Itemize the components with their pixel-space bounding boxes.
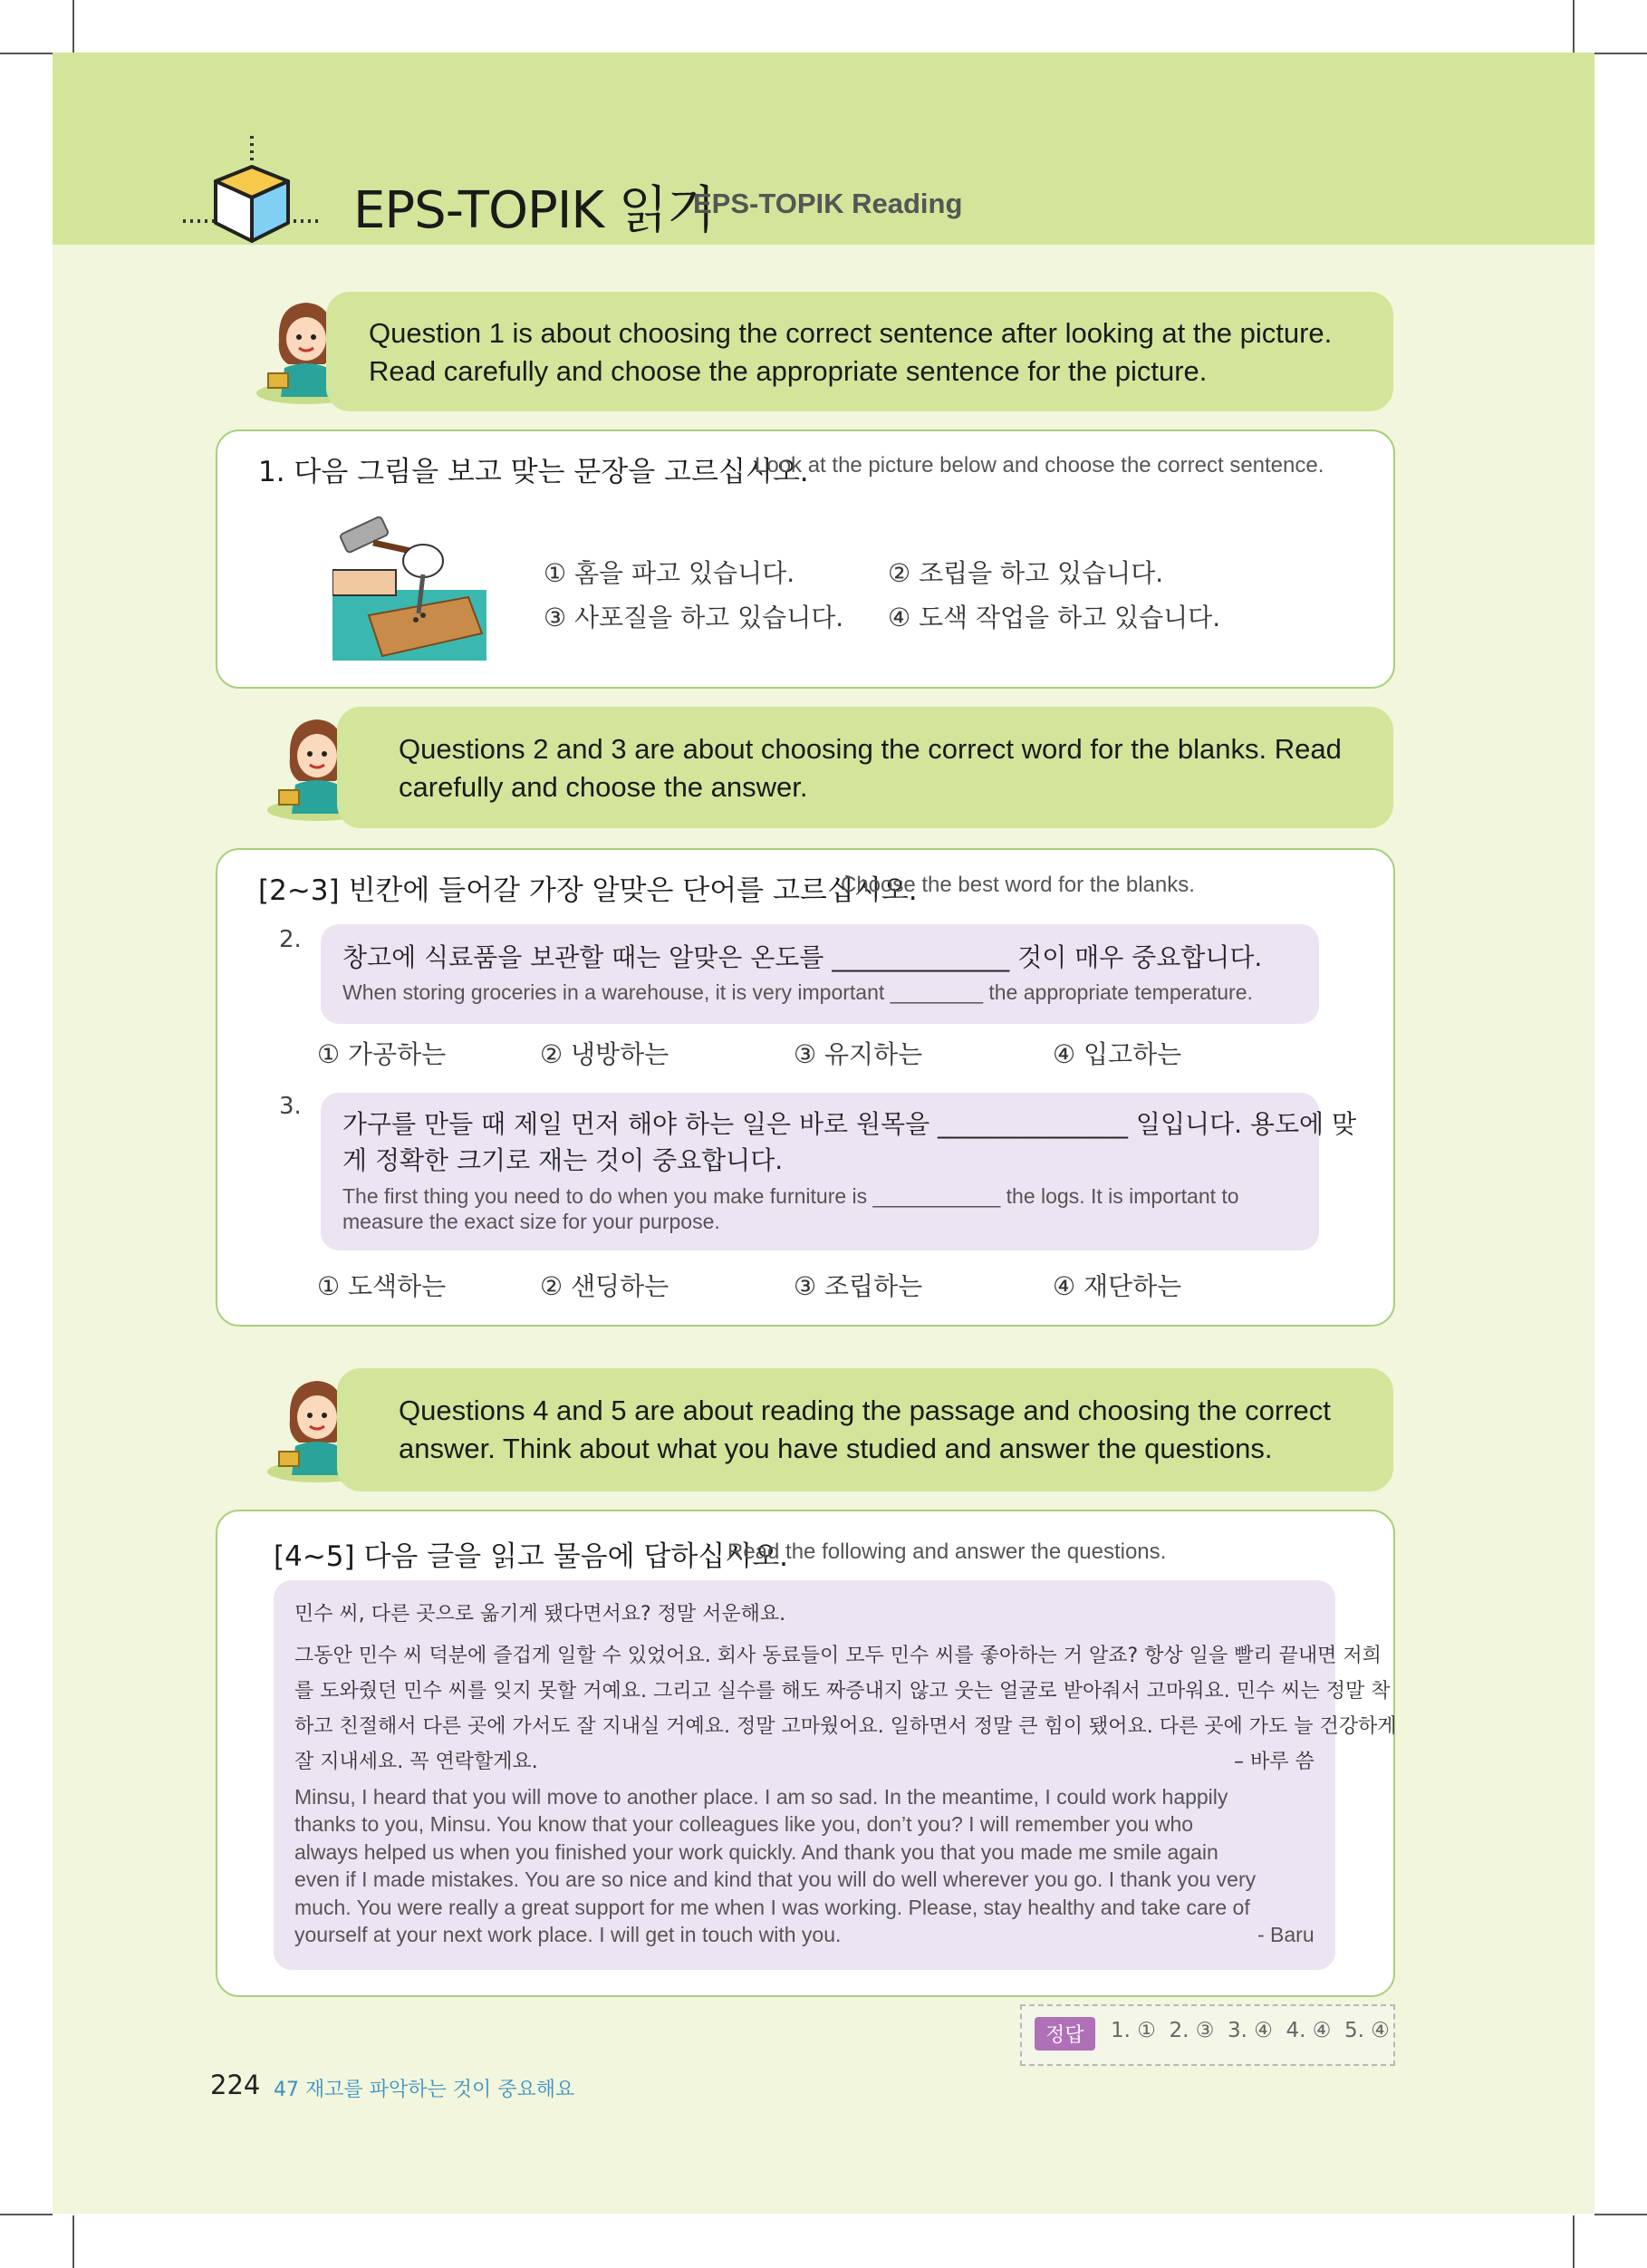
chapter-title: 47 재고를 파악하는 것이 중요해요: [274, 2079, 575, 2101]
passage-korean-line: 를 도와줬던 민수 씨를 잊지 못할 거예요. 그리고 실수를 해도 짜증내지 않고 웃는 얼굴로 받아줘서 고마워요. 민수 씨는 정말 착: [294, 1680, 1391, 1703]
passage-english-line: Minsu, I heard that you will move to another place. I am so sad. In the meantime, I could work happily: [294, 1785, 1228, 1809]
cube-icon: [181, 134, 326, 247]
option-text[interactable]: ① 도색하는: [317, 1271, 447, 1301]
question-sentence: 가구를 만들 때 제일 먼저 해야 하는 일은 바로 원목을 _______________ 일입니다. 용도에 맞: [342, 1109, 1357, 1139]
bubble-line: carefully and choose the answer.: [399, 771, 808, 803]
passage-english-signature: - Baru: [1257, 1923, 1315, 1946]
option-text[interactable]: ④ 입고하는: [1053, 1039, 1182, 1069]
question-sentence: 창고에 식료품을 보관할 때는 알맞은 온도를 ______________ 것이 매우 중요합니다.: [342, 942, 1263, 972]
bubble-line: Question 1 is about choosing the correct sentence after looking at the picture.: [369, 317, 1333, 349]
option-text[interactable]: ① 가공하는: [317, 1039, 447, 1069]
question-instruction: [2~3] 빈칸에 들어갈 가장 알맞은 단어를 고르십시오.: [258, 874, 918, 907]
question-instruction-en: Choose the best word for the blanks.: [841, 873, 1195, 897]
bubble-line: Questions 4 and 5 are about reading the passage and choosing the correct: [399, 1395, 1331, 1426]
bubble-line: Questions 2 and 3 are about choosing the correct word for the blanks. Read: [399, 733, 1342, 765]
crop-mark: [72, 2215, 74, 2268]
question-sentence: 게 정확한 크기로 재는 것이 중요합니다.: [342, 1145, 784, 1175]
passage-korean-line: 민수 씨, 다른 곳으로 옮기게 됐다면서요? 정말 서운해요.: [294, 1603, 786, 1626]
crop-mark: [1594, 53, 1647, 54]
option-text[interactable]: ③ 유지하는: [794, 1039, 923, 1069]
question-instruction: 1. 다음 그림을 보고 맞는 문장을 고르십시오.: [258, 456, 809, 488]
passage-korean-line: 하고 친절해서 다른 곳에 가서도 잘 지내실 거예요. 정말 고마웠어요. 일하면서 정말 큰 힘이 됐어요. 다른 곳에 가도 늘 건강하게: [294, 1715, 1397, 1738]
option-text[interactable]: ② 냉방하는: [540, 1039, 669, 1069]
crop-mark: [1573, 2215, 1575, 2268]
crop-mark: [0, 53, 53, 54]
passage-english-line: even if I made mistakes. You are so nice and kind that you will do well wherever you go. I thank you very: [294, 1867, 1257, 1891]
page-title: EPS-TOPIK 읽기: [353, 181, 716, 240]
crop-mark: [0, 2214, 53, 2215]
crop-mark: [1573, 0, 1575, 53]
option-text[interactable]: ④ 도색 작업을 하고 있습니다.: [888, 603, 1221, 632]
bubble-line: answer. Think about what you have studied and answer the questions.: [399, 1433, 1273, 1464]
option-text[interactable]: ③ 조립하는: [794, 1271, 923, 1301]
option-text[interactable]: ② 조립을 하고 있습니다.: [888, 558, 1164, 588]
woodwork-illustration: [332, 507, 486, 661]
crop-mark: [72, 0, 74, 53]
question-number: 3.: [279, 1093, 302, 1120]
question-translation: The first thing you need to do when you make furniture is ___________ the logs. It is important to: [342, 1184, 1239, 1208]
question-translation: When storing groceries in a warehouse, it is very important ________ the appropriate temperature.: [342, 980, 1253, 1004]
bubble-line: Read carefully and choose the appropriate sentence for the picture.: [369, 355, 1208, 387]
passage-korean-line: 잘 지내세요. 꼭 연락할게요.: [294, 1751, 538, 1773]
question-box-2-3: [216, 848, 1395, 1327]
answer-key-text: 1. ① 2. ③ 3. ④ 4. ④ 5. ④: [1111, 2019, 1390, 2042]
option-text[interactable]: ④ 재단하는: [1053, 1271, 1182, 1301]
crop-mark: [1594, 2214, 1647, 2215]
passage-korean-signature: – 바루 씀: [1234, 1751, 1315, 1773]
option-text[interactable]: ③ 사포질을 하고 있습니다.: [544, 603, 844, 632]
passage-english-line: thanks to you, Minsu. You know that your colleagues like you, don’t you? I will remember you who: [294, 1812, 1194, 1836]
question-instruction-en: Read the following and answer the questions.: [727, 1539, 1167, 1564]
question-number: 2.: [279, 926, 302, 953]
question-instruction: [4~5] 다음 글을 읽고 물음에 답하십시오.: [274, 1540, 788, 1573]
passage-english-line: yourself at your next work place. I will get in touch with you.: [294, 1923, 842, 1946]
page-number: 224: [210, 2070, 261, 2100]
option-text[interactable]: ② 샌딩하는: [540, 1271, 669, 1301]
passage-korean-line: 그동안 민수 씨 덕분에 즐겁게 일할 수 있었어요. 회사 동료들이 모두 민수 씨를 좋아하는 거 알죠? 항상 일을 빨리 끝내면 저희: [294, 1645, 1382, 1667]
passage-english-line: always helped us when you finished your work quickly. And thank you that you made me smile again: [294, 1840, 1218, 1864]
answer-key-label: 정답: [1035, 2017, 1095, 2051]
option-text[interactable]: ① 홈을 파고 있습니다.: [544, 558, 795, 588]
question-instruction-en: Look at the picture below and choose the correct sentence.: [755, 453, 1324, 478]
page-subtitle: EPS-TOPIK Reading: [693, 188, 963, 219]
question-translation: measure the exact size for your purpose.: [342, 1210, 720, 1233]
passage-english-line: much. You were really a great support for me when I was working. Please, stay healthy and take care of: [294, 1896, 1250, 1919]
